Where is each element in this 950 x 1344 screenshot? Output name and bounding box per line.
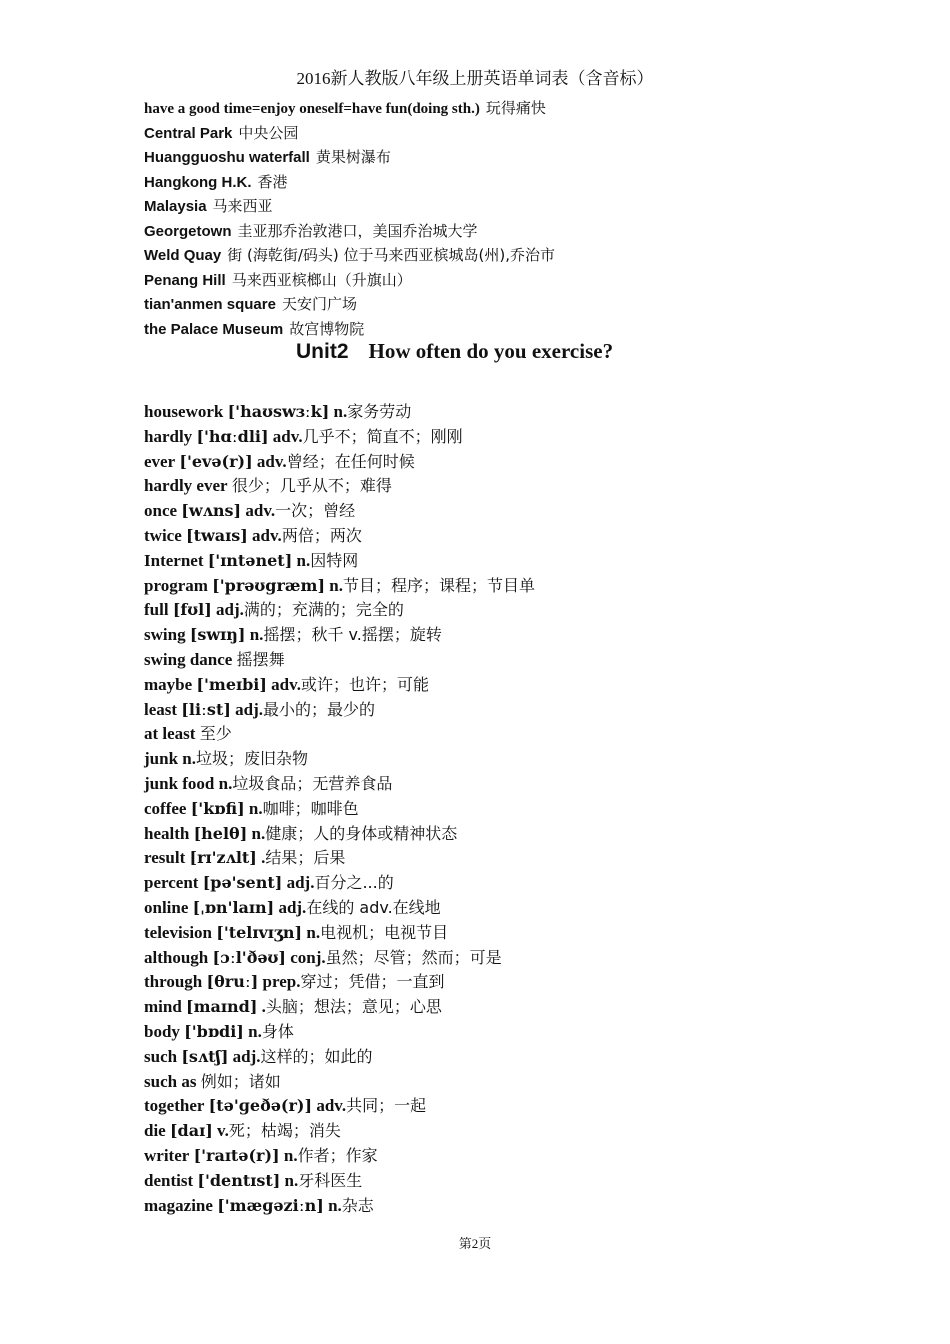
vocabulary-entry [144, 871, 535, 896]
entry-meaning: 电视机；电视节目 [320, 922, 449, 942]
entry-phonetic: [θruː] [206, 972, 259, 992]
entry-meaning: 满的；充满的；完全的 [243, 600, 404, 620]
entry-meaning: 例如；诸如 [200, 1071, 281, 1091]
vocabulary-entry [144, 921, 535, 946]
entry-phonetic: [twaɪs] [186, 525, 248, 545]
vocabulary-entry [144, 772, 535, 797]
entry-word: such as [144, 1071, 197, 1091]
entry-word: once [144, 501, 178, 521]
vocabulary-entry [144, 1144, 535, 1169]
entry-part-of-speech: adv. [252, 525, 282, 545]
entry-meaning: 头脑；想法；意见；心思 [265, 997, 442, 1017]
vocabulary-entry [144, 822, 535, 847]
entry-english: Penang Hill [144, 271, 226, 289]
entry-word: together [144, 1096, 205, 1116]
entry-english: Georgetown [144, 222, 232, 240]
entry-phonetic: [sʌtʃ] [181, 1046, 229, 1066]
entry-word: mind [144, 997, 182, 1017]
entry-word: although [144, 947, 209, 967]
entry-part-of-speech: . [261, 848, 266, 868]
vocabulary-entry [144, 524, 535, 549]
place-name-list [144, 96, 555, 341]
vocabulary-entry [144, 673, 535, 698]
entry-part-of-speech: conj. [290, 947, 326, 967]
entry-word: percent [144, 873, 199, 893]
entry-word: result [144, 848, 186, 868]
entry-meaning: 很少；几乎从不；难得 [231, 476, 392, 496]
entry-meaning: 垃圾；废旧杂物 [196, 749, 309, 769]
entry-phonetic: ['evə(r)] [179, 451, 253, 471]
place-name-entry [144, 268, 555, 293]
entry-meaning: 摇摆舞 [236, 649, 285, 669]
entry-chinese: 天安门广场 [281, 295, 357, 313]
entry-english: Central Park [144, 124, 233, 142]
vocabulary-entry [144, 722, 535, 747]
entry-phonetic: ['prəʊgræm] [212, 575, 326, 595]
entry-meaning: 牙科医生 [298, 1170, 363, 1190]
entry-english: Malaysia [144, 198, 207, 215]
entry-phonetic: [pə'sent] [202, 873, 283, 893]
entry-meaning: 因特网 [310, 550, 359, 570]
entry-word: junk food [144, 773, 215, 793]
entry-part-of-speech: n. [182, 749, 196, 769]
vocabulary-entry [144, 1194, 535, 1219]
entry-phonetic: [swɪŋ] [189, 625, 246, 645]
entry-phonetic: [maɪnd] [186, 997, 258, 1017]
entry-english: Weld Quay [144, 247, 222, 264]
vocabulary-entry [144, 450, 535, 475]
entry-word: online [144, 897, 189, 917]
entry-phonetic: ['kɒfi] [190, 798, 245, 818]
vocabulary-entry [144, 549, 535, 574]
entry-meaning: 结果；后果 [265, 848, 346, 868]
entry-part-of-speech: adj. [232, 1046, 261, 1066]
entry-part-of-speech: adj. [235, 699, 264, 719]
entry-part-of-speech: n. [248, 798, 263, 818]
entry-meaning: 身体 [261, 1021, 294, 1041]
entry-meaning: 健康；人的身体或精神状态 [265, 823, 458, 843]
entry-part-of-speech: prep. [262, 972, 301, 992]
entry-phonetic: [liːst] [181, 699, 231, 719]
entry-word: through [144, 972, 203, 992]
entry-english: Huangguoshu waterfall [144, 149, 310, 166]
vocabulary-entry [144, 1045, 535, 1070]
entry-chinese: 马来西亚 [212, 197, 273, 215]
entry-word: swing [144, 625, 186, 645]
vocabulary-entry [144, 946, 535, 971]
entry-word: body [144, 1021, 180, 1041]
entry-chinese: 中央公园 [238, 123, 299, 142]
vocabulary-entry [144, 797, 535, 822]
entry-meaning: 最小的；最少的 [263, 699, 376, 719]
entry-phonetic: [rɪ'zʌlt] [189, 848, 257, 868]
place-name-entry [144, 145, 555, 170]
place-name-entry [144, 121, 555, 146]
entry-meaning: 节目；程序；课程；节目单 [342, 575, 535, 595]
entry-part-of-speech: adv. [271, 674, 301, 694]
entry-word: health [144, 823, 190, 843]
vocabulary-entry [144, 995, 535, 1020]
entry-meaning: 两倍；两次 [281, 525, 362, 545]
place-name-entry [144, 219, 555, 244]
entry-phonetic: ['haʊswɜːk] [227, 402, 330, 421]
entry-meaning: 在线的 adv.在线地 [306, 897, 441, 917]
entry-chinese: 玩得痛快 [485, 99, 546, 117]
entry-meaning: 曾经；在任何时候 [286, 451, 415, 471]
entry-word: coffee [144, 798, 187, 818]
entry-part-of-speech: n. [296, 550, 311, 570]
unit-heading [296, 339, 613, 364]
vocabulary-entry [144, 574, 535, 599]
entry-part-of-speech: adv. [245, 501, 276, 521]
entry-meaning: 或许；也许；可能 [300, 674, 429, 694]
entry-word: least [144, 699, 178, 719]
place-name-entry [144, 170, 555, 195]
vocabulary-entry [144, 1094, 535, 1119]
vocabulary-entry [144, 698, 535, 723]
entry-english: Hangkong H.K. [144, 173, 252, 191]
entry-word: Internet [144, 550, 204, 570]
entry-word: program [144, 575, 208, 595]
place-name-entry [144, 96, 555, 121]
entry-word: full [144, 600, 169, 620]
entry-part-of-speech: adv. [256, 451, 287, 471]
vocabulary-entry [144, 970, 535, 995]
vocabulary-entry [144, 1070, 535, 1095]
entry-phonetic: ['bɒdi] [184, 1021, 244, 1041]
entry-meaning: 垃圾食品；无营养食品 [232, 773, 393, 793]
entry-part-of-speech: n. [249, 625, 264, 645]
entry-meaning: 至少 [199, 724, 232, 744]
entry-phonetic: [ˌɒn'laɪn] [192, 897, 275, 917]
entry-chinese: 街 (海乾街/码头) 位于马来西亚槟城岛(州),乔治市 [227, 246, 556, 264]
entry-part-of-speech: . [261, 997, 266, 1017]
entry-chinese: 故宫博物院 [289, 319, 365, 338]
entry-part-of-speech: n. [306, 922, 321, 942]
entry-word: at least [144, 724, 196, 744]
entry-meaning: 虽然；尽管；然而；可是 [325, 947, 502, 967]
entry-meaning: 作者；作家 [297, 1145, 378, 1165]
entry-part-of-speech: adv. [316, 1096, 347, 1116]
entry-word: ever [144, 451, 176, 471]
unit-label: Unit2 [296, 340, 349, 363]
entry-word: dentist [144, 1170, 194, 1190]
vocabulary-entry [144, 400, 535, 425]
entry-part-of-speech: n. [218, 773, 233, 793]
entry-part-of-speech: adv. [272, 426, 303, 446]
entry-part-of-speech: n. [328, 1195, 342, 1215]
page-number: 第2页 [458, 1236, 492, 1251]
entry-phonetic: ['meɪbi] [196, 674, 267, 694]
entry-chinese: 圭亚那乔治敦港口，美国乔治城大学 [237, 221, 478, 240]
vocabulary-entry [144, 1119, 535, 1144]
entry-phonetic: ['raɪtə(r)] [193, 1145, 280, 1165]
entry-word: die [144, 1121, 166, 1141]
vocabulary-entry [144, 623, 535, 648]
entry-word: housework [144, 402, 224, 421]
vocabulary-entry [144, 1020, 535, 1045]
entry-part-of-speech: adj. [278, 897, 307, 917]
entry-phonetic: [tə'ɡeðə(r)] [208, 1096, 313, 1116]
entry-phonetic: ['dentɪst] [197, 1170, 281, 1190]
entry-chinese: 黄果树瀑布 [315, 148, 391, 166]
entry-phonetic: [daɪ] [169, 1121, 213, 1141]
place-name-entry [144, 243, 555, 268]
entry-phonetic: ['mæɡəziːn] [217, 1195, 324, 1215]
entry-phonetic: ['telɪvɪʒn] [216, 922, 303, 942]
vocabulary-entry [144, 1169, 535, 1194]
vocabulary-entry [144, 474, 535, 499]
entry-english: tian'anmen square [144, 296, 276, 313]
entry-meaning: 百分之...的 [314, 873, 394, 893]
entry-chinese: 马来西亚槟榔山（升旗山） [231, 270, 412, 289]
entry-meaning: 死；枯竭；消失 [228, 1121, 341, 1141]
vocabulary-list [144, 400, 535, 1218]
entry-part-of-speech: adj. [216, 600, 244, 620]
page-title: 2016新人教版八年级上册英语单词表（含音标） [296, 69, 654, 88]
entry-phonetic: ['ɪntənet] [207, 550, 293, 570]
entry-word: writer [144, 1145, 190, 1165]
unit-question: How often do you exercise? [368, 339, 614, 363]
vocabulary-entry [144, 896, 535, 921]
entry-word: hardly [144, 426, 193, 446]
entry-meaning: 这样的；如此的 [260, 1046, 373, 1066]
place-name-entry [144, 292, 555, 317]
entry-part-of-speech: adj. [286, 873, 315, 893]
entry-meaning: 共同；一起 [346, 1096, 427, 1116]
entry-phonetic: [wʌns] [181, 501, 242, 521]
entry-part-of-speech: n. [251, 823, 266, 843]
entry-word: swing dance [144, 649, 233, 669]
entry-phonetic: [helθ] [193, 823, 248, 843]
entry-meaning: 摇摆；秋千 v.摇摆；旋转 [263, 625, 442, 645]
entry-phonetic: [fʊl] [172, 600, 212, 620]
entry-meaning: 一次；曾经 [275, 501, 356, 521]
entry-part-of-speech: n. [248, 1021, 262, 1041]
place-name-entry [144, 194, 555, 219]
entry-meaning: 几乎不；简直不；刚刚 [302, 426, 463, 446]
entry-word: television [144, 922, 212, 942]
vocabulary-entry [144, 747, 535, 772]
entry-word: such [144, 1046, 178, 1066]
entry-part-of-speech: n. [329, 575, 343, 595]
vocabulary-entry [144, 499, 535, 524]
vocabulary-entry [144, 846, 535, 871]
entry-part-of-speech: n. [333, 402, 348, 421]
entry-phonetic: [ɔːl'ðəʊ] [212, 947, 286, 967]
entry-part-of-speech: v. [217, 1121, 229, 1141]
entry-word: junk [144, 749, 179, 769]
entry-word: magazine [144, 1195, 213, 1215]
entry-meaning: 杂志 [341, 1195, 374, 1215]
place-name-entry [144, 317, 555, 342]
vocabulary-entry [144, 648, 535, 673]
entry-meaning: 穿过；凭借；一直到 [300, 972, 445, 992]
entry-phonetic: ['hɑːdli] [196, 426, 269, 446]
vocabulary-entry [144, 425, 535, 450]
entry-chinese: 香港 [257, 172, 288, 191]
entry-meaning: 家务劳动 [347, 402, 412, 421]
entry-part-of-speech: n. [283, 1145, 298, 1165]
entry-word: hardly ever [144, 476, 228, 496]
entry-part-of-speech: n. [284, 1170, 299, 1190]
entry-meaning: 咖啡；咖啡色 [262, 798, 359, 818]
vocabulary-entry [144, 598, 535, 623]
entry-english: have a good time=enjoy oneself=have fun(doing sth.) [144, 101, 480, 117]
entry-word: maybe [144, 674, 193, 694]
entry-english: the Palace Museum [144, 320, 284, 338]
entry-word: twice [144, 525, 182, 545]
